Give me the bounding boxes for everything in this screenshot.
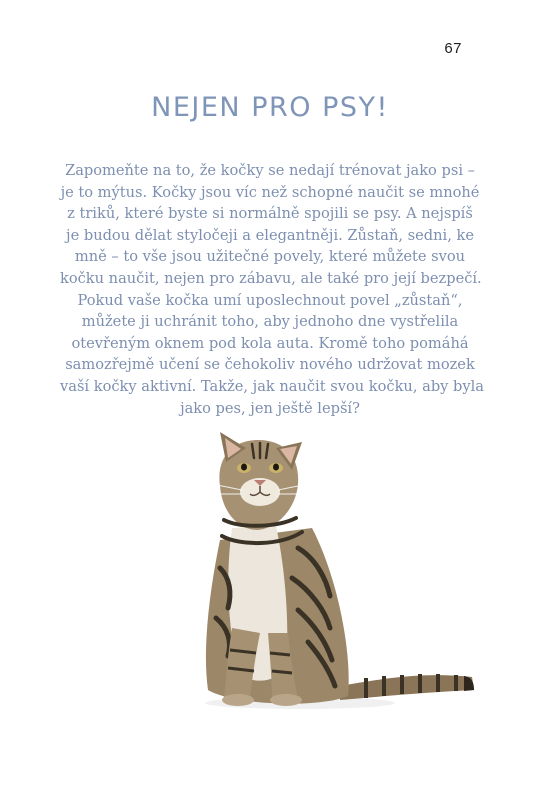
body-line: je budou dělat styločeji a elegantněji. Zůstaň, sedni, ke	[66, 226, 474, 244]
body-line: kočku naučit, nejen pro zábavu, ale také pro její bezpečí.	[60, 269, 482, 287]
body-line: otevřeným oknem pod kola auta. Kromě toho pomáhá	[71, 334, 469, 352]
body-line: můžete ji uchránit toho, aby jednoho dne vystřelila	[81, 313, 459, 331]
body-line: je to mýtus. Kočky jsou víc než schopné naučit se mnohé	[60, 183, 480, 201]
article-body	[60, 160, 484, 419]
body-line: samozřejmě učení se čehokoliv nového udržovat mozek	[65, 356, 475, 374]
page-title: NEJEN PRO PSY!	[151, 92, 389, 123]
body-line: z triků, které byste si normálně spojili se psy. A nejspíš	[67, 205, 473, 223]
body-line: jako pes, jen ještě lepší?	[180, 399, 360, 417]
body-line: Zapomeňte na to, že kočky se nedají trénovat jako psi –	[65, 162, 475, 179]
cat-illustration	[180, 428, 480, 728]
page-number: 67	[444, 40, 462, 57]
body-line: Pokud vaše kočka umí uposlechnout povel „zůstaň“,	[77, 291, 463, 309]
body-line: mně – to vše jsou užitečné povely, které můžete svou	[74, 248, 466, 266]
body-line: vaší kočky aktivní. Takže, jak naučit svou kočku, aby byla	[60, 377, 484, 395]
